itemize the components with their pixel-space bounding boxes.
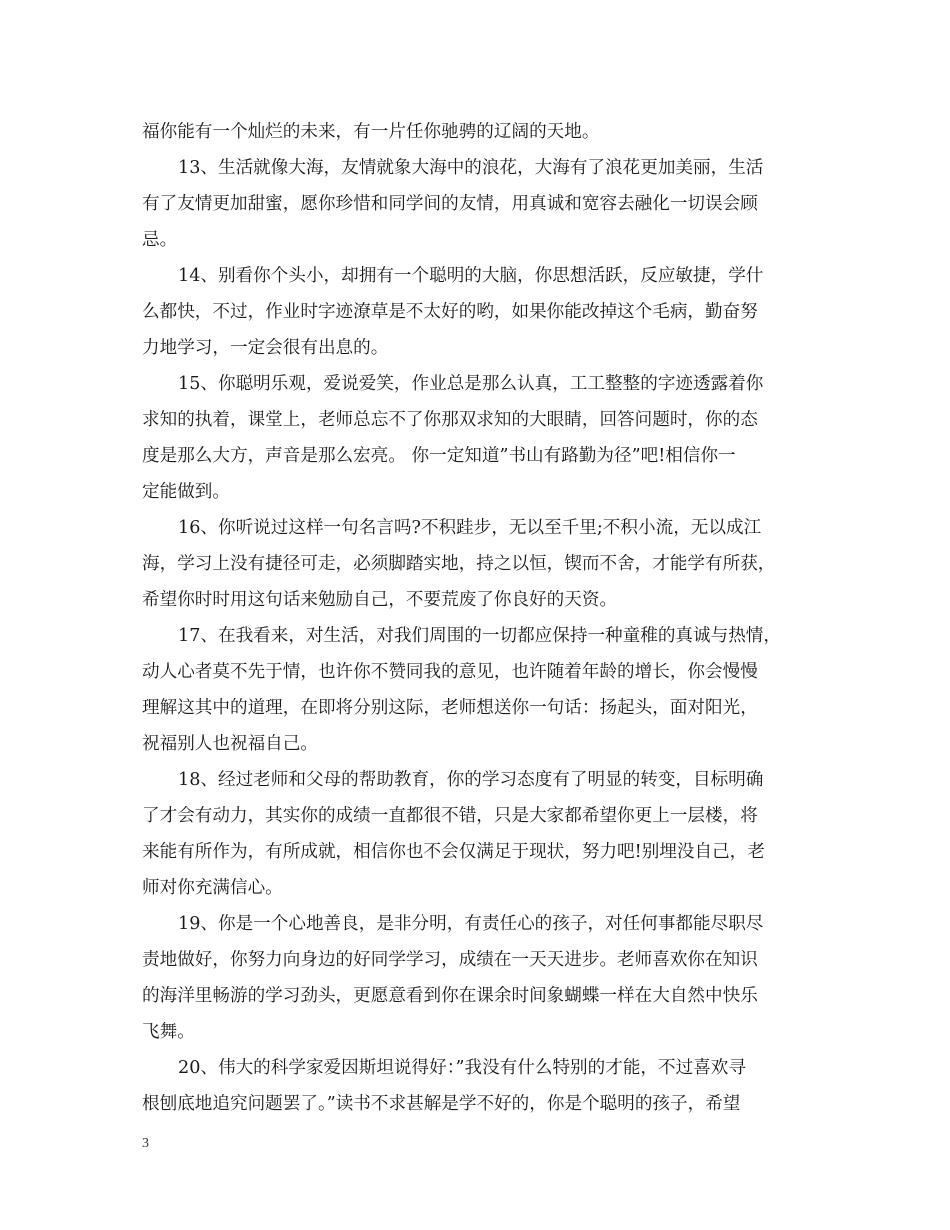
- text-line: 的海洋里畅游的学习劲头，更愿意看到你在课余时间象蝴蝶一样在大自然中快乐: [142, 986, 758, 1006]
- text-line: 责地做好，你努力向身边的好同学学习，成绩在一天天进步。老师喜欢你在知识: [142, 950, 758, 970]
- text-line: 忌。: [142, 230, 178, 250]
- text-line: 飞舞。: [142, 1022, 195, 1042]
- text-line: 师对你充满信心。: [142, 878, 283, 898]
- text-line: 来能有所作为，有所成就，相信你也不会仅满足于现状，努力吧!别埋没自己，老: [142, 842, 765, 862]
- text-line: 18、经过老师和父母的帮助教育，你的学习态度有了明显的转变，目标明确: [178, 770, 764, 790]
- text-line: 力地学习，一定会很有出息的。: [142, 338, 389, 358]
- paragraph-19: [142, 906, 812, 1050]
- text-line: 17、在我看来，对生活，对我们周围的一切都应保持一种童稚的真诚与热情，: [178, 626, 781, 646]
- body-text: [142, 114, 812, 1122]
- paragraph-17: [142, 618, 812, 762]
- text-line: 了才会有动力，其实你的成绩一直都很不错，只是大家都希望你更上一层楼，将: [142, 806, 758, 826]
- paragraph-18: [142, 762, 812, 906]
- text-line: 希望你时时用这句话来勉励自己，不要荒废了你良好的天资。: [142, 590, 618, 610]
- text-line: 求知的执着，课堂上，老师总忘不了你那双求知的大眼睛，回答问题时，你的态: [142, 410, 758, 430]
- text-line: 祝福别人也祝福自己。: [142, 734, 318, 754]
- text-line: 13、生活就像大海，友情就象大海中的浪花，大海有了浪花更加美丽，生活: [178, 158, 764, 178]
- text-line: 15、你聪明乐观，爱说爱笑，作业总是那么认真，工工整整的字迹透露着你: [178, 374, 764, 394]
- text-line: 福你能有一个灿烂的未来，有一片任你驰骋的辽阔的天地。: [142, 122, 600, 142]
- paragraph-15: [142, 366, 812, 510]
- text-line: 19、你是一个心地善良，是非分明，有责任心的孩子，对任何事都能尽职尽: [178, 914, 764, 934]
- paragraph-20: [142, 1050, 812, 1122]
- text-line: 度是那么大方，声音是那么宏亮。 你一定知道”书山有路勤为径”吧!相信你一: [142, 446, 736, 466]
- text-line: 有了友情更加甜蜜，愿你珍惜和同学间的友情，用真诚和宽容去融化一切误会顾: [142, 194, 758, 214]
- text-line: 根刨底地追究问题罢了。”读书不求甚解是学不好的，你是个聪明的孩子，希望: [142, 1094, 741, 1114]
- text-line: 16、你听说过这样一句名言吗?不积跬步，无以至千里;不积小流，无以成江: [178, 518, 762, 538]
- paragraph-14: [142, 258, 812, 366]
- text-line: 海，学习上没有捷径可走，必须脚踏实地，持之以恒，锲而不舍，才能学有所获，: [142, 554, 776, 574]
- paragraph-continuation: [142, 114, 812, 150]
- text-line: 定能做到。: [142, 482, 230, 502]
- paragraph-13: [142, 150, 812, 258]
- text-line: 14、别看你个头小，却拥有一个聪明的大脑，你思想活跃，反应敏捷，学什: [178, 266, 764, 286]
- text-line: 么都快，不过，作业时字迹潦草是不太好的哟，如果你能改掉这个毛病，勤奋努: [142, 302, 758, 322]
- paragraph-16: [142, 510, 812, 618]
- text-line: 20、伟大的科学家爱因斯坦说得好：”我没有什么特别的才能，不过喜欢寻: [178, 1058, 746, 1078]
- page-number: 3: [142, 1136, 149, 1151]
- text-line: 理解这其中的道理，在即将分别这际，老师想送你一句话：扬起头，面对阳光，: [142, 698, 758, 718]
- text-line: 动人心者莫不先于情，也许你不赞同我的意见，也许随着年龄的增长，你会慢慢: [142, 662, 758, 682]
